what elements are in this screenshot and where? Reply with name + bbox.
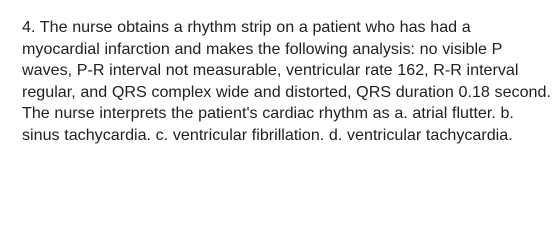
question-text: 4. The nurse obtains a rhythm strip on a patient who has had a myocardial infarction and makes the following analysis: no visible P waves, P-R interval not measurable, ventricular rate 162, R-R interval regular, and QRS complex wide and distorted, QRS duration 0.18 second. The nurse interprets the patient's cardiac rhythm as a. atrial flutter. b. sinus tachycardia. c. ventricular fibrillation. d. ventricular tachycardia. [22, 18, 551, 144]
